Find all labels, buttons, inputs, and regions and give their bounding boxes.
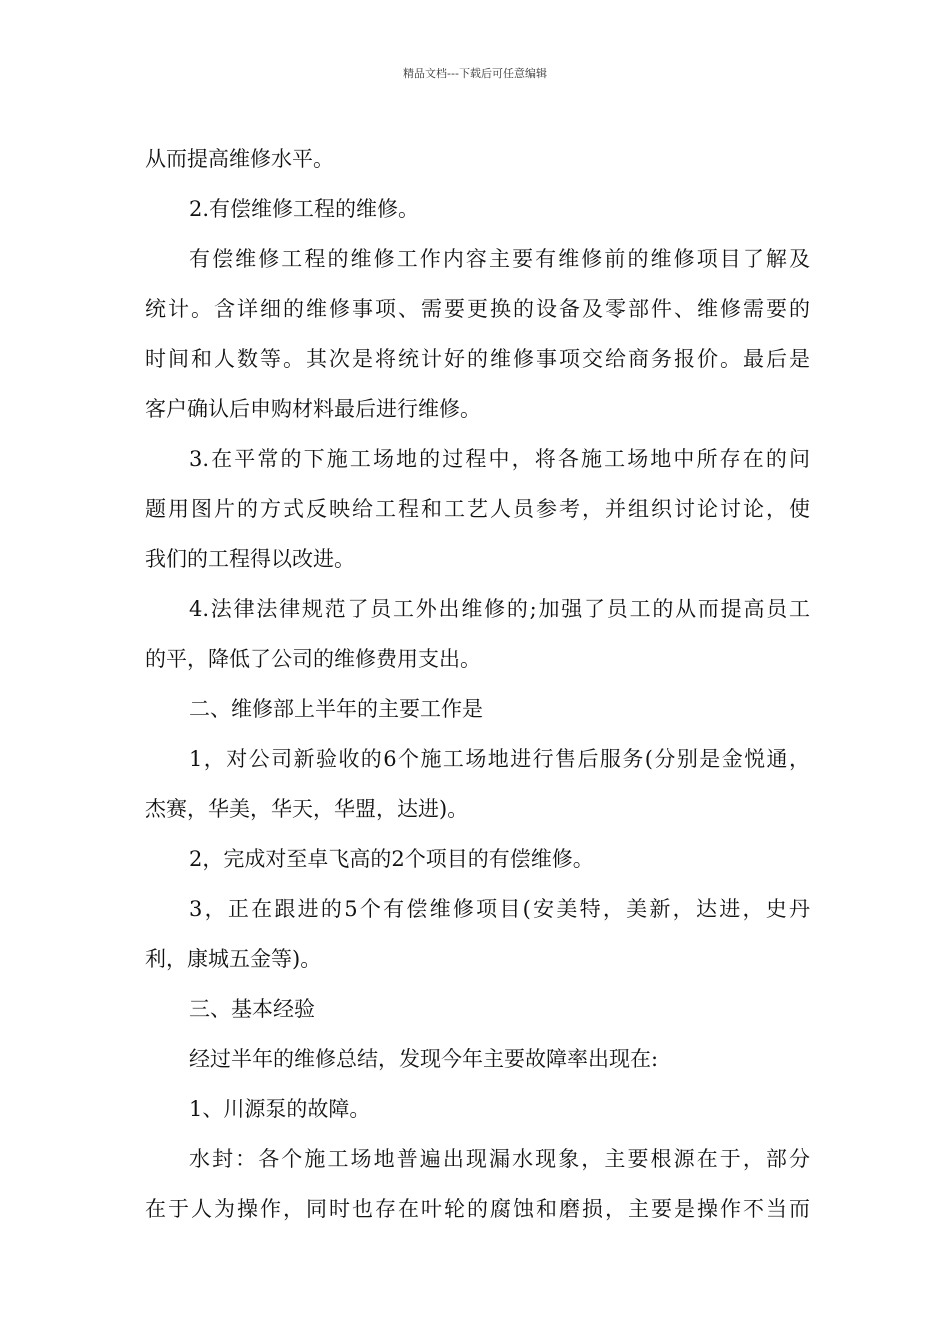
paragraph-line: 2.有偿维修工程的维修。 [189,197,420,221]
page-header: 精品文档---下载后可任意编辑 [403,67,547,80]
section-heading: 三、基本经验 [189,997,315,1021]
section-heading: 二、维修部上半年的主要工作是 [189,697,483,721]
paragraph-line: 客户确认后申购材料最后进行维修。 [145,397,481,421]
paragraph-line: 3，正在跟进的5个有偿维修项目(安美特，美新，达进，史丹 [189,897,810,921]
paragraph-line: 经过半年的维修总结，发现今年主要故障率出现在: [189,1047,659,1071]
document-body [145,134,810,1234]
paragraph-line: 在于人为操作，同时也存在叶轮的腐蚀和磨损，主要是操作不当而 [145,1197,810,1221]
paragraph-line: 有偿维修工程的维修工作内容主要有维修前的维修项目了解及 [189,247,810,271]
paragraph-line: 的平，降低了公司的维修费用支出。 [145,647,481,671]
paragraph-line: 1、川源泵的故障。 [189,1097,371,1121]
paragraph-line: 2，完成对至卓飞高的2个项目的有偿维修。 [189,847,594,871]
paragraph-line: 时间和人数等。其次是将统计好的维修事项交给商务报价。最后是 [145,347,810,371]
paragraph-line: 统计。含详细的维修事项、需要更换的设备及零部件、维修需要的 [145,297,810,321]
paragraph-line: 1，对公司新验收的6个施工场地进行售后服务(分别是金悦通， [189,747,810,771]
paragraph-line: 利，康城五金等)。 [145,947,322,971]
paragraph-line: 从而提高维修水平。 [145,147,334,171]
paragraph-line: 4.法律法律规范了员工外出维修的;加强了员工的从而提高员工 [189,597,810,621]
paragraph-line: 我们的工程得以改进。 [145,547,355,571]
paragraph-line: 杰赛，华美，华天，华盟，达进)。 [145,797,469,821]
paragraph-line: 题用图片的方式反映给工程和工艺人员参考，并组织讨论讨论，使 [145,497,810,521]
paragraph-line: 3.在平常的下施工场地的过程中，将各施工场地中所存在的问 [189,447,810,471]
paragraph-line: 水封：各个施工场地普遍出现漏水现象，主要根源在于，部分 [189,1147,810,1171]
